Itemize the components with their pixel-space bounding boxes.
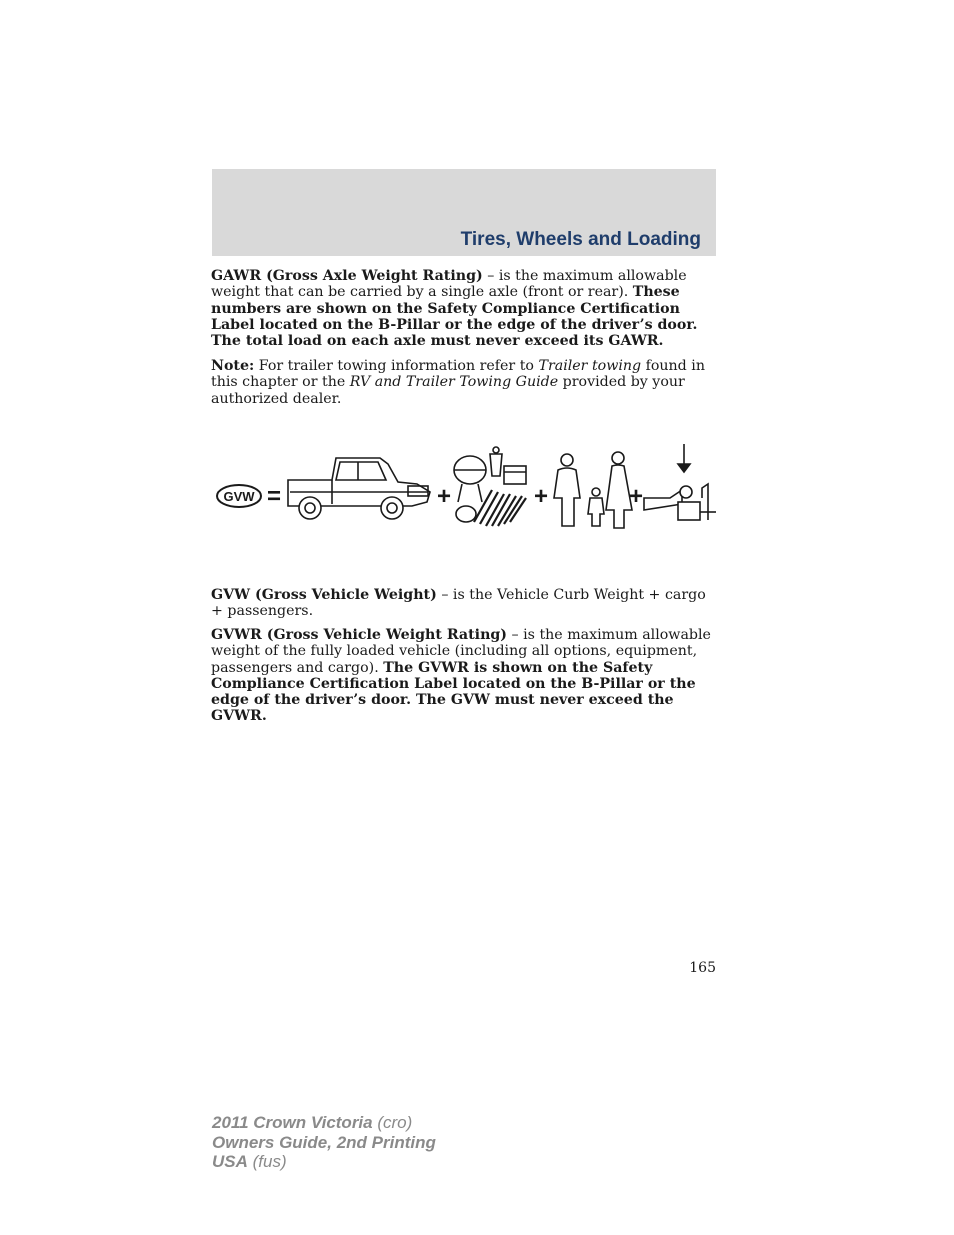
footer-model-code: (cro) — [372, 1113, 413, 1132]
note-text-1: For trailer towing information refer to — [254, 358, 539, 374]
footer-model: 2011 Crown Victoria — [212, 1113, 373, 1132]
gvw-illustration — [212, 440, 716, 532]
footer-guide-line — [212, 1133, 436, 1153]
gawr-definition: – is the maximum allowable weight that can be carried by a single axle (front or rear). — [211, 268, 687, 301]
gvw-definition: – is the Vehicle Curb Weight + cargo + passengers. — [211, 587, 706, 620]
gvw-badge — [217, 485, 261, 507]
chapter-header — [212, 169, 716, 256]
gvw-badge-label: GVW — [223, 489, 255, 504]
gawr-paragraph — [211, 268, 716, 349]
chapter-title: Tires, Wheels and Loading — [460, 229, 701, 250]
passengers-icon — [554, 452, 632, 528]
footer-model-line — [212, 1113, 436, 1133]
gvwr-definition: – is the maximum allowable weight of the fully loaded vehicle (including all options, equipment, passengers and cargo). — [211, 627, 711, 676]
gvw-paragraph — [211, 587, 716, 620]
note-text-2: found in this chapter or the — [211, 358, 705, 391]
note-text-3: provided by your authorized dealer. — [211, 374, 685, 407]
footer-market: USA — [212, 1152, 248, 1171]
gvwr-term: GVWR (Gross Vehicle Weight Rating) — [211, 627, 508, 643]
gawr-term: GAWR (Gross Axle Weight Rating) — [211, 268, 483, 284]
plus-sign-3: + — [628, 483, 644, 510]
gawr-emphasis: These numbers are shown on the Safety Compliance Certification Label located on the B-Pillar or the edge of the driver’s door. The total load on each axle must never exceed its GAWR. — [211, 284, 698, 350]
footer-market-code: (fus) — [247, 1152, 287, 1171]
footer-market-line — [212, 1152, 436, 1172]
hitch-load-icon — [644, 444, 716, 520]
cargo-icon — [454, 447, 526, 526]
footer-guide: Owners Guide, 2nd Printing — [212, 1132, 436, 1152]
plus-sign-2: + — [533, 483, 549, 510]
gvwr-paragraph — [211, 627, 716, 725]
pickup-truck-icon — [288, 458, 430, 519]
gvwr-emphasis: The GVWR is shown on the Safety Compliance Certification Label located on the B-Pillar or the edge of the driver’s door. The GVW must never exceed the GVWR. — [211, 659, 696, 725]
plus-sign-1: + — [436, 483, 452, 510]
document-footer — [212, 1113, 436, 1172]
note-paragraph — [211, 358, 716, 407]
note-ref-trailer-towing: Trailer towing — [538, 358, 642, 374]
note-ref-towing-guide: RV and Trailer Towing Guide — [349, 374, 559, 391]
note-label: Note: — [211, 358, 255, 374]
page-number: 165 — [689, 960, 716, 976]
equals-sign: = — [266, 483, 282, 510]
gvw-term: GVW (Gross Vehicle Weight) — [211, 587, 437, 603]
